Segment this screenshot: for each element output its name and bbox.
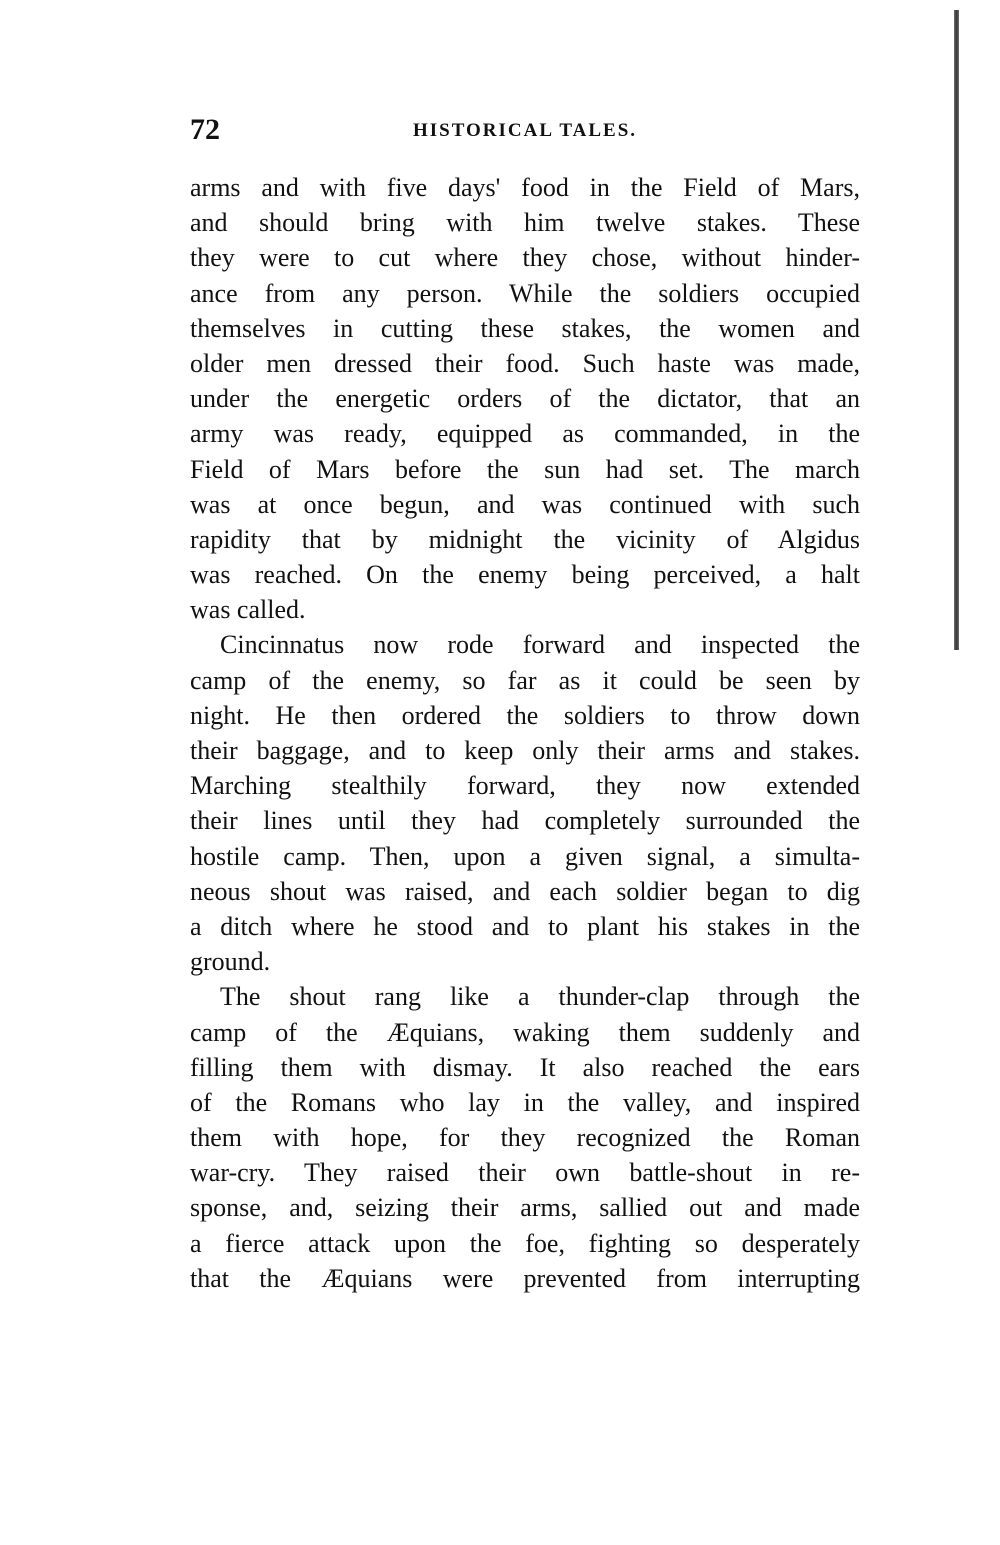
text-line: Field of Mars before the sun had set. The march	[190, 454, 860, 484]
text-line: The shout rang like a thunder-clap through the	[220, 982, 860, 1012]
text-line: war-cry. They raised their own battle-shout in re-	[190, 1158, 860, 1188]
paragraph	[190, 170, 860, 627]
text-line: under the energetic orders of the dictator, that an	[190, 384, 860, 414]
text-line: filling them with dismay. It also reached the ears	[190, 1052, 860, 1082]
text-line: a ditch where he stood and to plant his stakes in the	[190, 911, 860, 941]
text-line: they were to cut where they chose, without hinder-	[190, 243, 860, 273]
text-line: hostile camp. Then, upon a given signal, a simulta-	[190, 841, 860, 871]
text-line: and should bring with him twelve stakes. These	[190, 208, 860, 238]
text-line: themselves in cutting these stakes, the women and	[190, 313, 860, 343]
text-line: Cincinnatus now rode forward and inspected the	[220, 630, 860, 660]
text-line: camp of the enemy, so far as it could be seen by	[190, 665, 860, 695]
text-line: their lines until they had completely surrounded the	[190, 806, 860, 836]
text-line: was at once begun, and was continued with such	[190, 489, 860, 519]
text-line: was called.	[190, 595, 306, 625]
running-title: HISTORICAL TALES.	[412, 120, 638, 141]
text-line: night. He then ordered the soldiers to throw down	[190, 700, 860, 730]
text-line: rapidity that by midnight the vicinity of Algidus	[190, 524, 860, 554]
text-line: was reached. On the enemy being perceived, a halt	[190, 560, 860, 590]
paragraph	[190, 979, 860, 1296]
text-line: camp of the Æquians, waking them suddenly and	[190, 1017, 860, 1047]
text-line: sponse, and, seizing their arms, sallied out and made	[190, 1193, 860, 1223]
body-text	[190, 170, 860, 1296]
text-line: army was ready, equipped as commanded, in the	[190, 419, 860, 449]
text-line: ance from any person. While the soldiers occupied	[190, 278, 860, 308]
text-line: them with hope, for they recognized the Roman	[190, 1123, 860, 1153]
text-line: arms and with five days' food in the Field of Mars,	[190, 173, 860, 202]
text-line: of the Romans who lay in the valley, and inspired	[190, 1087, 860, 1117]
text-line: a fierce attack upon the foe, fighting so desperately	[190, 1228, 860, 1258]
text-line: Marching stealthily forward, they now extended	[190, 771, 860, 801]
text-line: that the Æquians were prevented from interrupting	[190, 1263, 860, 1293]
text-line: their baggage, and to keep only their arms and stakes.	[190, 736, 860, 765]
text-line: ground.	[190, 947, 271, 977]
paragraph	[190, 627, 860, 979]
page-edge-shadow	[954, 10, 959, 650]
page-number: 72	[190, 113, 220, 146]
text-line: older men dressed their food. Such haste was made,	[190, 348, 860, 378]
running-header	[190, 112, 860, 148]
text-line: neous shout was raised, and each soldier began to dig	[190, 876, 860, 906]
